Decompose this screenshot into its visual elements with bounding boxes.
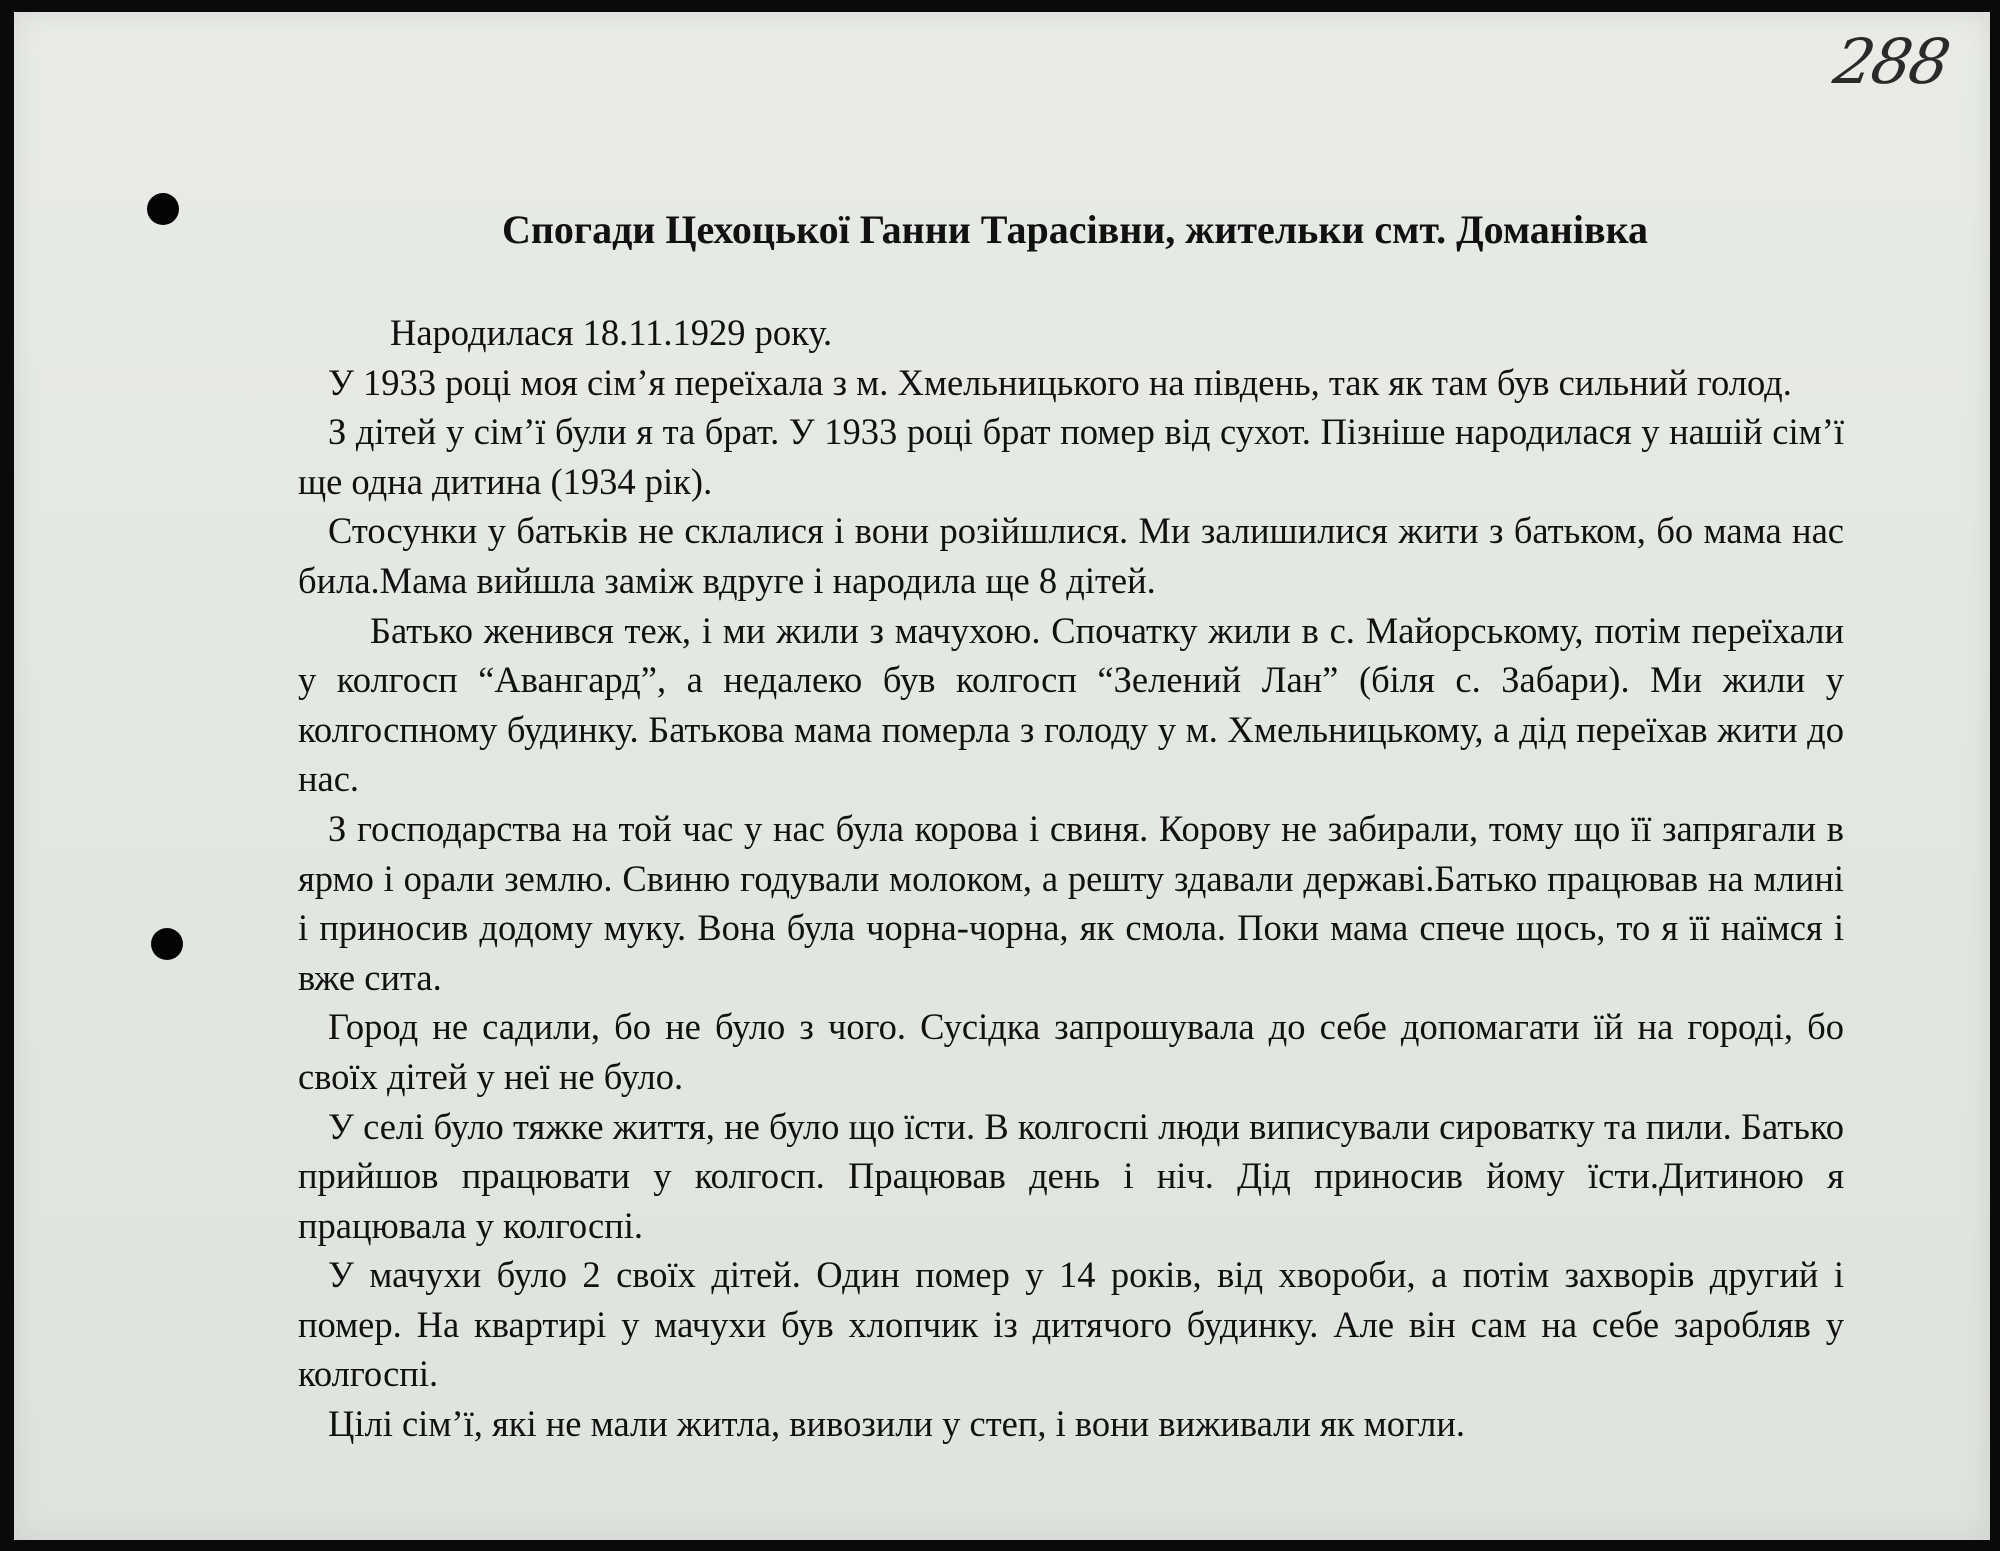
- document-body: [298, 308, 1844, 1449]
- paragraph-siblings: З дітей у сім’ї були я та брат. У 1933 році брат помер від сухот. Пізніше народилася у нашій сім’ї ще одна дитина (1934 рік).: [298, 411, 1844, 502]
- punch-hole-bottom: [151, 928, 183, 960]
- paragraph-household: З господарства на той час у нас була корова і свиня. Корову не забирали, тому що її запрягали в ярмо і орали землю. Свиню годували молоком, а решту здавали державі.Батько працював на млині і приносив додому муку. Вона була чорна-чорна, як смола. Поки мама спече щось, то я її наїмся і вже сита.: [298, 807, 1844, 998]
- paragraph-garden: Город не садили, бо не було з чого. Сусідка запрошувала до себе допомагати їй на городі, бо своїх дітей у неї не було.: [298, 1006, 1844, 1097]
- handwritten-page-number: 288: [1828, 25, 1954, 98]
- paragraph-stepmother-children: У мачухи було 2 своїх дітей. Один помер у 14 років, від хвороби, а потім захворів другий і помер. На квартирі у мачухи був хлопчик із дитячого будинку. Але він сам на себе заробляв у колгоспі.: [298, 1254, 1844, 1395]
- paragraph-village-life: У селі було тяжке життя, не було що їсти. В колгоспі люди виписували сироватку та пили. Батько прийшов працювати у колгосп. Працював день і ніч. Дід приносив йому їсти.Дитиною я працювала у колгоспі.: [298, 1105, 1844, 1246]
- document-title: Спогади Цехоцької Ганни Тарасівни, жительки смт. Доманівка: [501, 207, 1649, 252]
- paragraph-birth-date: Народилася 18.11.1929 року.: [390, 312, 833, 353]
- paragraph-stepmother: Батько женився теж, і ми жили з мачухою. Спочатку жили в с. Майорському, потім переїхали у колгосп “Авангард”, а недалеко був колгосп “Зелений Лан” (біля с. Забари). Ми жили у колгоспному будинку. Батькова мама померла з голоду у м. Хмельницькому, а дід переїхав жити до нас.: [298, 609, 1844, 800]
- paragraph-parents-split: Стосунки у батьків не склалися і вони розійшлися. Ми залишилися жити з батьком, бо мама нас била.Мама вийшла заміж вдруге і народила ще 8 дітей.: [298, 510, 1844, 601]
- punch-hole-top: [147, 193, 179, 225]
- paragraph-families-steppe: Цілі сім’ї, які не мали житла, вивозили у степ, і вони виживали як могли.: [328, 1403, 1465, 1445]
- paragraph-move-south: У 1933 році моя сім’я переїхала з м. Хмельницького на південь, так як там був сильний голод.: [328, 361, 1792, 403]
